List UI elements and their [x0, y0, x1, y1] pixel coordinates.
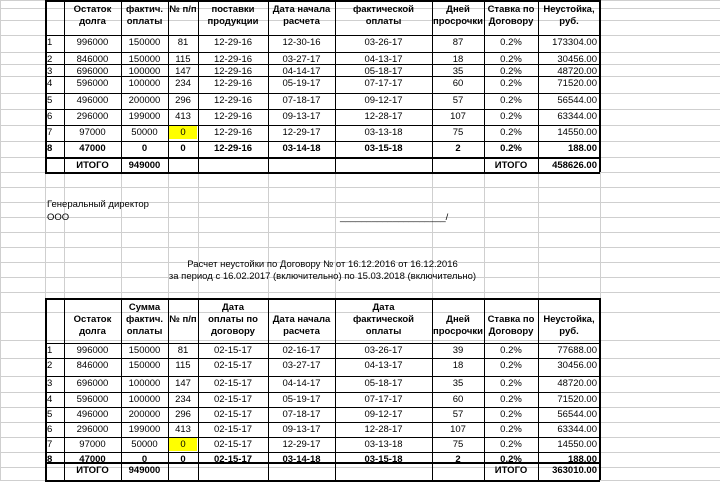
table-cell: 0.2% [500, 111, 522, 122]
column-header-line: руб. [559, 326, 579, 337]
table-cell: 03-26-17 [364, 345, 403, 356]
column-header-line: оплаты [126, 326, 163, 337]
table-cell: 0 [180, 454, 186, 465]
table-cell: 696000 [76, 378, 109, 389]
column-header-line: Ставка по [487, 314, 535, 325]
table-cell: 12-29-16 [213, 143, 253, 154]
table-cell: 18 [452, 54, 464, 65]
table-cell: 0.2% [500, 143, 522, 154]
column-header-line: фактич. [126, 314, 163, 325]
table-cell: 60 [452, 394, 464, 405]
row-border [45, 52, 600, 53]
column-header-line: Неустойка, [543, 314, 595, 325]
column-header-line: Сумма [128, 302, 161, 313]
table-cell: 02-15-17 [213, 439, 253, 450]
table-cell: 200000 [128, 95, 161, 106]
table-cell: 0.2% [500, 95, 522, 106]
column-header-line: № п/п [169, 314, 197, 325]
table-cell: 115 [175, 54, 191, 65]
grid-row-line [0, 247, 720, 248]
table-cell: 996000 [76, 37, 109, 48]
table-cell: 56544.00 [557, 95, 597, 106]
table-cell: 05-18-17 [364, 66, 403, 77]
row-border [45, 422, 600, 423]
table-cell: 56544.00 [557, 409, 597, 420]
table-cell: 03-14-18 [282, 143, 321, 154]
company-label: ООО [47, 212, 70, 223]
column-header-line: продукции [207, 16, 259, 27]
column-header-line: оплаты [365, 16, 402, 27]
table-cell: 12-29-16 [213, 95, 253, 106]
director-label: Генеральный директор [47, 199, 149, 210]
row-border [45, 407, 600, 408]
table-cell: 07-18-17 [282, 95, 321, 106]
total-label: ИТОГО [76, 465, 109, 476]
title-line-2: за период с 16.02.2017 (включительно) по 15.03.2018 (включительно) [168, 271, 477, 282]
table-cell: 496000 [76, 95, 109, 106]
table-cell: 0.2% [500, 66, 522, 77]
column-header-line: оплаты [365, 326, 402, 337]
table-cell: 12-28-17 [364, 111, 403, 122]
column-header-line: Остаток [73, 4, 112, 15]
table-cell: 07-17-17 [364, 78, 403, 89]
table-cell: 7 [47, 439, 53, 450]
table-cell: 50000 [131, 439, 158, 450]
table-cell: 09-12-17 [364, 409, 403, 420]
table-cell: 12-29-17 [282, 127, 321, 138]
table-cell: 97000 [79, 127, 106, 138]
table-cell: 12-29-16 [213, 54, 253, 65]
table-cell: 12-29-16 [213, 37, 253, 48]
table-cell: 188.00 [567, 143, 597, 154]
table-cell: 50000 [131, 127, 158, 138]
table-cell: 173304.00 [552, 37, 597, 48]
table-cell: 05-19-17 [282, 78, 321, 89]
table-cell: 296 [175, 95, 191, 106]
total-label-right: ИТОГО [494, 465, 528, 476]
column-header-line: фактич. [126, 4, 163, 15]
table-cell: 1 [47, 345, 53, 356]
table-cell: 234 [175, 394, 191, 405]
column-header-line: оплаты по [208, 314, 258, 325]
table-cell: 03-15-18 [364, 143, 403, 154]
table-cell: 0.2% [500, 37, 522, 48]
table-cell: 596000 [76, 78, 109, 89]
table-cell: 496000 [76, 409, 109, 420]
column-header-line: расчета [283, 16, 320, 27]
table-cell: 03-27-17 [282, 360, 321, 371]
table-cell: 71520.00 [557, 78, 597, 89]
column-header-line: Дата [222, 302, 244, 313]
table-cell: 3 [47, 378, 53, 389]
table-cell: 147 [175, 66, 191, 77]
table-cell: 5 [47, 409, 53, 420]
row-border [45, 358, 600, 359]
table-cell: 02-15-17 [213, 378, 253, 389]
column-header-line: фактической [352, 314, 415, 325]
column-header-line: Дней [446, 4, 470, 15]
column-header-line: Договору [488, 16, 534, 27]
signature-line: ____________________/ [340, 212, 449, 223]
table-cell: 02-16-17 [282, 345, 321, 356]
table-cell: 48720.00 [557, 66, 597, 77]
total-paid: 949000 [128, 465, 161, 476]
table-cell: 0.2% [500, 378, 522, 389]
table-cell: 150000 [128, 37, 161, 48]
column-header-line: фактической [352, 4, 415, 15]
table-cell: 47000 [79, 454, 106, 465]
table-cell: 0.2% [500, 127, 522, 138]
table-cell: 2 [47, 360, 53, 371]
column-header-line: № п/п [169, 4, 197, 15]
table-cell: 04-13-17 [364, 360, 403, 371]
table-cell: 296000 [76, 111, 109, 122]
table-cell: 02-15-17 [213, 394, 253, 405]
grid-col-line [0, 0, 1, 480]
table-cell: 150000 [128, 360, 161, 371]
total-penalty: 458626.00 [552, 160, 597, 171]
table-cell: 12-29-17 [282, 439, 321, 450]
row-border [45, 109, 600, 110]
table-cell: 12-29-16 [213, 66, 253, 77]
table-cell: 296000 [76, 424, 109, 435]
table-col-border [168, 298, 169, 480]
table-cell: 87 [452, 37, 464, 48]
table-cell: 02-15-17 [213, 345, 253, 356]
table-cell: 0 [180, 143, 186, 154]
column-header-line: договору [211, 326, 255, 337]
table-cell: 77688.00 [557, 345, 597, 356]
table-cell: 200000 [128, 409, 161, 420]
table-cell: 60 [452, 78, 464, 89]
table-cell: 63344.00 [557, 111, 597, 122]
table-cell: 81 [177, 345, 189, 356]
table-cell: 6 [47, 424, 53, 435]
table-cell: 234 [175, 78, 191, 89]
table-cell: 03-26-17 [364, 37, 403, 48]
grid-row-line [0, 340, 720, 341]
table-cell: 57 [452, 409, 464, 420]
table-cell: 12-29-16 [213, 127, 253, 138]
column-header-line: Дата начала [272, 314, 331, 325]
table-top-border [45, 0, 600, 2]
table-cell: 39 [452, 345, 464, 356]
column-header-line: долга [79, 326, 106, 337]
table-cell: 0.2% [500, 360, 522, 371]
table-cell: 75 [452, 439, 464, 450]
column-header-line: Остаток [73, 314, 112, 325]
table-cell: 05-18-17 [364, 378, 403, 389]
table-cell: 7 [47, 127, 53, 138]
table-cell: 846000 [76, 54, 109, 65]
table-cell: 0 [141, 454, 148, 465]
table-cell: 12-30-16 [282, 37, 321, 48]
table-cell: 14550.00 [557, 439, 597, 450]
table-cell: 30456.00 [557, 360, 597, 371]
table-cell: 0.2% [500, 345, 522, 356]
table-cell: 0.2% [500, 424, 522, 435]
table-cell: 100000 [128, 378, 161, 389]
column-header-line: Дата [372, 302, 395, 313]
table-cell: 75 [452, 127, 464, 138]
table-cell: 04-14-17 [282, 378, 321, 389]
table-cell: 03-13-18 [364, 127, 403, 138]
table-cell: 115 [175, 360, 191, 371]
grid-row-line [0, 232, 720, 233]
table-cell: 03-14-18 [282, 454, 321, 465]
column-header-line: Дней [446, 314, 470, 325]
column-header-line: расчета [283, 326, 320, 337]
table-cell: 35 [452, 66, 464, 77]
table-cell: 100000 [128, 394, 161, 405]
table-cell: 71520.00 [557, 394, 597, 405]
table-left-border [45, 298, 47, 480]
column-header-line: Неустойка, [543, 4, 595, 15]
column-header-line: Дата начала [272, 4, 331, 15]
table-cell: 2 [455, 454, 461, 465]
table-cell: 0.2% [500, 54, 522, 65]
table-cell: 30456.00 [557, 54, 597, 65]
table-cell: 03-13-18 [364, 439, 403, 450]
table-cell: 5 [47, 95, 53, 106]
total-label: ИТОГО [76, 160, 109, 171]
table-cell: 0.2% [500, 394, 522, 405]
table-bottom-border [45, 172, 600, 174]
table-cell: 0.2% [500, 454, 522, 465]
table-cell: 2 [47, 54, 53, 65]
table-cell: 0.2% [500, 409, 522, 420]
table-cell: 199000 [128, 111, 161, 122]
table-cell: 147 [175, 378, 191, 389]
table-cell: 0.2% [500, 78, 522, 89]
column-header-line: просрочки [433, 326, 483, 337]
table-cell: 04-14-17 [282, 66, 321, 77]
table-cell: 12-29-16 [213, 78, 253, 89]
table-cell: 18 [452, 360, 464, 371]
table-cell: 09-13-17 [282, 111, 321, 122]
table-cell: 07-17-17 [364, 394, 403, 405]
table-cell: 996000 [76, 345, 109, 356]
row-border [45, 141, 600, 142]
table-cell: 97000 [79, 439, 106, 450]
table-cell: 02-15-17 [213, 454, 253, 465]
table-cell: 100000 [128, 66, 161, 77]
table-cell: 150000 [128, 345, 161, 356]
table-cell: 05-19-17 [282, 394, 321, 405]
column-header-line: поставки [211, 4, 255, 15]
table-cell: 188.00 [567, 454, 597, 465]
table-cell: 09-12-17 [364, 95, 403, 106]
table-cell: 8 [47, 143, 53, 154]
total-penalty: 363010.00 [552, 465, 597, 476]
table-cell: 57 [452, 95, 464, 106]
row-border [45, 452, 600, 453]
total-top-border [45, 157, 600, 159]
row-border [45, 93, 600, 94]
table-cell: 846000 [76, 360, 109, 371]
total-label-right: ИТОГО [494, 160, 528, 171]
row-border [45, 437, 600, 438]
table-cell: 199000 [128, 424, 161, 435]
table-cell: 03-27-17 [282, 54, 321, 65]
column-header-line: просрочки [433, 16, 483, 27]
header-bottom-border [45, 35, 600, 36]
total-paid: 949000 [128, 160, 161, 171]
table-cell: 0.2% [500, 439, 522, 450]
table-cell: 2 [455, 143, 461, 154]
table-cell: 4 [47, 78, 53, 89]
table-cell: 107 [450, 424, 466, 435]
table-cell: 107 [450, 111, 466, 122]
table-cell: 81 [177, 37, 189, 48]
title-line-1: Расчет неустойки по Договору № от 16.12.2016 от 16.12.2016 [187, 259, 458, 270]
column-header-line: Ставка по [487, 4, 535, 15]
grid-row-line [0, 187, 720, 188]
table-cell: 12-29-16 [213, 111, 253, 122]
table-cell: 8 [47, 454, 53, 465]
row-border [45, 376, 600, 377]
table-cell: 150000 [128, 54, 161, 65]
table-cell: 413 [175, 424, 191, 435]
table-cell: 0 [180, 127, 186, 138]
column-header-line: руб. [559, 16, 579, 27]
table-cell: 02-15-17 [213, 360, 253, 371]
table-cell: 0 [141, 143, 148, 154]
table-cell: 296 [175, 409, 191, 420]
table-cell: 12-28-17 [364, 424, 403, 435]
table-cell: 6 [47, 111, 53, 122]
table-cell: 4 [47, 394, 53, 405]
table-cell: 35 [452, 378, 464, 389]
column-header-line: Договору [488, 326, 534, 337]
table-cell: 413 [175, 111, 191, 122]
column-header-line: долга [79, 16, 106, 27]
column-header-line: оплаты [126, 16, 163, 27]
table-cell: 09-13-17 [282, 424, 321, 435]
table-cell: 0 [180, 439, 186, 450]
table-cell: 1 [47, 37, 53, 48]
table-cell: 696000 [76, 66, 109, 77]
table-cell: 07-18-17 [282, 409, 321, 420]
table-cell: 48720.00 [557, 378, 597, 389]
table-cell: 47000 [79, 143, 106, 154]
table-cell: 100000 [128, 78, 161, 89]
table-top-border [45, 298, 600, 300]
row-border [45, 392, 600, 393]
row-border [45, 125, 600, 126]
table-cell: 04-13-17 [364, 54, 403, 65]
table-cell: 3 [47, 66, 53, 77]
grid-row-line [0, 292, 720, 293]
table-cell: 02-15-17 [213, 409, 253, 420]
table-cell: 14550.00 [557, 127, 597, 138]
header-bottom-border [45, 343, 600, 344]
table-cell: 63344.00 [557, 424, 597, 435]
table-cell: 596000 [76, 394, 109, 405]
table-cell: 03-15-18 [364, 454, 403, 465]
table-cell: 02-15-17 [213, 424, 253, 435]
